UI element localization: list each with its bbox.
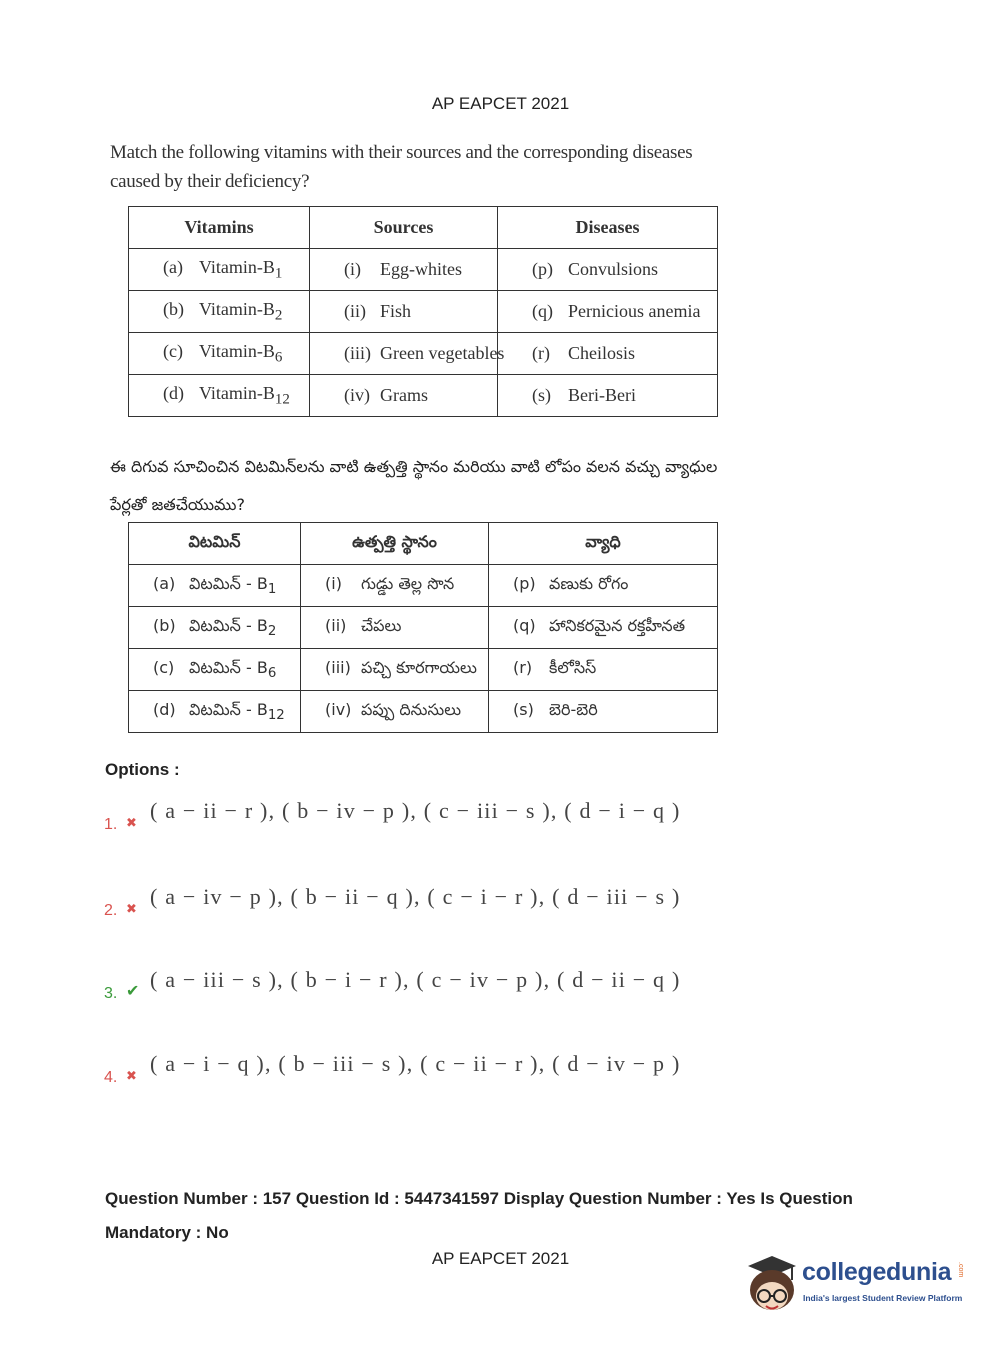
source-name: Egg-whites xyxy=(380,259,462,279)
source-cell xyxy=(301,607,489,649)
table-row xyxy=(129,691,718,733)
vitamin-subscript: 6 xyxy=(274,349,283,366)
source-cell xyxy=(310,375,498,417)
match-table-english xyxy=(128,206,718,417)
source-cell xyxy=(310,249,498,291)
vitamin-name: Vitamin-B xyxy=(199,382,275,403)
table-row xyxy=(129,607,718,649)
disease-cell xyxy=(498,375,718,417)
vitamin-cell xyxy=(129,649,301,691)
source-name: గుడ్డు తెల్ల సొన xyxy=(361,574,455,593)
option-number: 4. xyxy=(104,1069,118,1086)
disease-label: (q) xyxy=(513,616,536,635)
vitamin-label: (c) xyxy=(163,340,183,361)
vitamin-cell xyxy=(129,333,310,375)
disease-label: (s) xyxy=(532,385,551,405)
question-text-telugu: ఈ దిగువ సూచించిన విటమిన్‌లను వాటి ఉత్పత్తి స్థానం మరియు వాటి లోపం వలన వచ్చు వ్యాధుల పేర్లతో జతచేయుము? xyxy=(110,457,718,514)
wrong-icon: ✖ xyxy=(126,815,137,830)
disease-cell xyxy=(489,649,718,691)
option-number: 2. xyxy=(104,902,118,919)
logo-com: .com xyxy=(957,1262,964,1278)
disease-name: Pernicious anemia xyxy=(568,301,701,321)
table-row xyxy=(129,333,718,375)
table-header-row xyxy=(129,207,718,249)
wrong-icon: ✖ xyxy=(126,901,137,916)
vitamin-subscript: 12 xyxy=(274,391,290,408)
source-name: పప్పు దినుసులు xyxy=(361,700,462,719)
disease-name: Cheilosis xyxy=(568,343,636,363)
disease-cell xyxy=(498,333,718,375)
vitamin-label: (a) xyxy=(163,256,183,277)
table-row xyxy=(129,565,718,607)
option-text: ( a − iii − s ), ( b − i − r ), ( c − iv − p ), ( d − ii − q ) xyxy=(150,967,681,992)
source-cell xyxy=(310,333,505,375)
source-name: Grams xyxy=(380,385,428,405)
source-cell xyxy=(310,291,498,333)
disease-label: (q) xyxy=(532,301,553,321)
vitamin-subscript: 1 xyxy=(274,265,283,282)
source-cell xyxy=(301,649,489,691)
disease-label: (p) xyxy=(513,574,536,593)
collegedunia-logo[interactable] xyxy=(742,1250,972,1320)
disease-name: వణుకు రోగం xyxy=(549,574,629,593)
vitamin-cell xyxy=(129,691,301,733)
vitamin-name: విటమిన్ - B xyxy=(189,573,268,593)
source-label: (iii) xyxy=(325,658,351,677)
source-name: పచ్చి కూరగాయలు xyxy=(361,658,477,677)
header-vitamin-te: విటమిన్ xyxy=(129,523,301,565)
header-disease-te: వ్యాధి xyxy=(489,523,718,565)
correct-check-icon: ✔ xyxy=(126,983,140,1000)
source-label: (iv) xyxy=(344,385,370,405)
vitamin-subscript: 6 xyxy=(267,666,277,682)
page-header: AP EAPCET 2021 xyxy=(431,94,570,113)
source-label: (ii) xyxy=(325,616,347,635)
source-name: Fish xyxy=(380,301,412,321)
disease-name: కీలోసిస్ xyxy=(549,658,597,677)
vitamin-label: (d) xyxy=(153,699,176,719)
question-text-english: Match the following vitamins with their sources and the corresponding diseases caused by their deficiency? xyxy=(110,142,693,192)
table-row xyxy=(129,375,718,417)
vitamin-subscript: 2 xyxy=(267,624,277,640)
disease-label: (r) xyxy=(532,343,550,363)
vitamin-name: విటమిన్ - B xyxy=(189,699,268,719)
option-number: 1. xyxy=(104,816,118,833)
question-meta: Question Number : 157 Question Id : 5447341597 Display Question Number : Yes Is Question Mandatory : No xyxy=(105,1189,853,1242)
source-label: (iv) xyxy=(325,700,352,719)
header-source-te: ఉత్పత్తి స్థానం xyxy=(301,523,489,565)
header-vitamins: Vitamins xyxy=(129,207,310,249)
source-label: (iii) xyxy=(344,343,371,363)
vitamin-name: విటమిన్ - B xyxy=(189,615,268,635)
vitamin-subscript: 12 xyxy=(267,708,285,724)
vitamin-subscript: 2 xyxy=(274,307,283,324)
vitamin-name: Vitamin-B xyxy=(199,298,275,319)
vitamin-name: విటమిన్ - B xyxy=(189,657,268,677)
vitamin-cell xyxy=(129,291,310,333)
vitamin-subscript: 1 xyxy=(267,582,277,598)
disease-cell xyxy=(498,291,718,333)
disease-label: (r) xyxy=(513,658,533,677)
table-row xyxy=(129,649,718,691)
vitamin-cell xyxy=(129,375,310,417)
match-table-telugu xyxy=(128,522,718,733)
source-cell xyxy=(301,565,489,607)
table-row xyxy=(129,291,718,333)
source-cell xyxy=(301,691,489,733)
table-row xyxy=(129,249,718,291)
option-text: ( a − ii − r ), ( b − iv − p ), ( c − iii − s ), ( d − i − q ) xyxy=(150,798,681,823)
disease-name: హానికరమైన రక్తహీనత xyxy=(549,616,686,635)
vitamin-label: (c) xyxy=(153,657,175,677)
header-diseases: Diseases xyxy=(498,207,718,249)
table-header-row xyxy=(129,523,718,565)
option-number: 3. xyxy=(104,985,118,1002)
vitamin-cell xyxy=(129,249,310,291)
disease-name: బెరి-బెరి xyxy=(549,700,598,719)
source-label: (ii) xyxy=(344,301,366,321)
logo-wordmark: collegedunia xyxy=(802,1258,952,1286)
source-name: Green vegetables xyxy=(380,343,505,363)
disease-name: Convulsions xyxy=(568,259,659,279)
disease-cell xyxy=(498,249,718,291)
page-footer: AP EAPCET 2021 xyxy=(431,1249,570,1268)
vitamin-cell xyxy=(129,607,301,649)
vitamin-label: (a) xyxy=(153,573,176,593)
disease-cell xyxy=(489,691,718,733)
disease-cell xyxy=(489,607,718,649)
option-text: ( a − i − q ), ( b − iii − s ), ( c − ii − r ), ( d − iv − p ) xyxy=(150,1051,681,1076)
source-name: చేపలు xyxy=(361,616,402,635)
wrong-icon: ✖ xyxy=(126,1068,137,1083)
vitamin-name: Vitamin-B xyxy=(199,256,275,277)
source-label: (i) xyxy=(344,259,361,279)
logo-tagline: India's largest Student Review Platform xyxy=(803,1293,963,1303)
vitamin-cell xyxy=(129,565,301,607)
source-label: (i) xyxy=(325,574,342,593)
vitamin-label: (b) xyxy=(153,615,176,635)
header-sources: Sources xyxy=(310,207,498,249)
student-mascot-icon xyxy=(742,1250,802,1318)
disease-name: Beri-Beri xyxy=(568,385,636,405)
disease-label: (p) xyxy=(532,259,553,279)
vitamin-label: (d) xyxy=(163,382,184,403)
options-title: Options : xyxy=(105,760,180,779)
vitamin-name: Vitamin-B xyxy=(199,340,275,361)
option-text: ( a − iv − p ), ( b − ii − q ), ( c − i − r ), ( d − iii − s ) xyxy=(150,884,681,909)
disease-cell xyxy=(489,565,718,607)
vitamin-label: (b) xyxy=(163,298,184,319)
disease-label: (s) xyxy=(513,700,534,719)
